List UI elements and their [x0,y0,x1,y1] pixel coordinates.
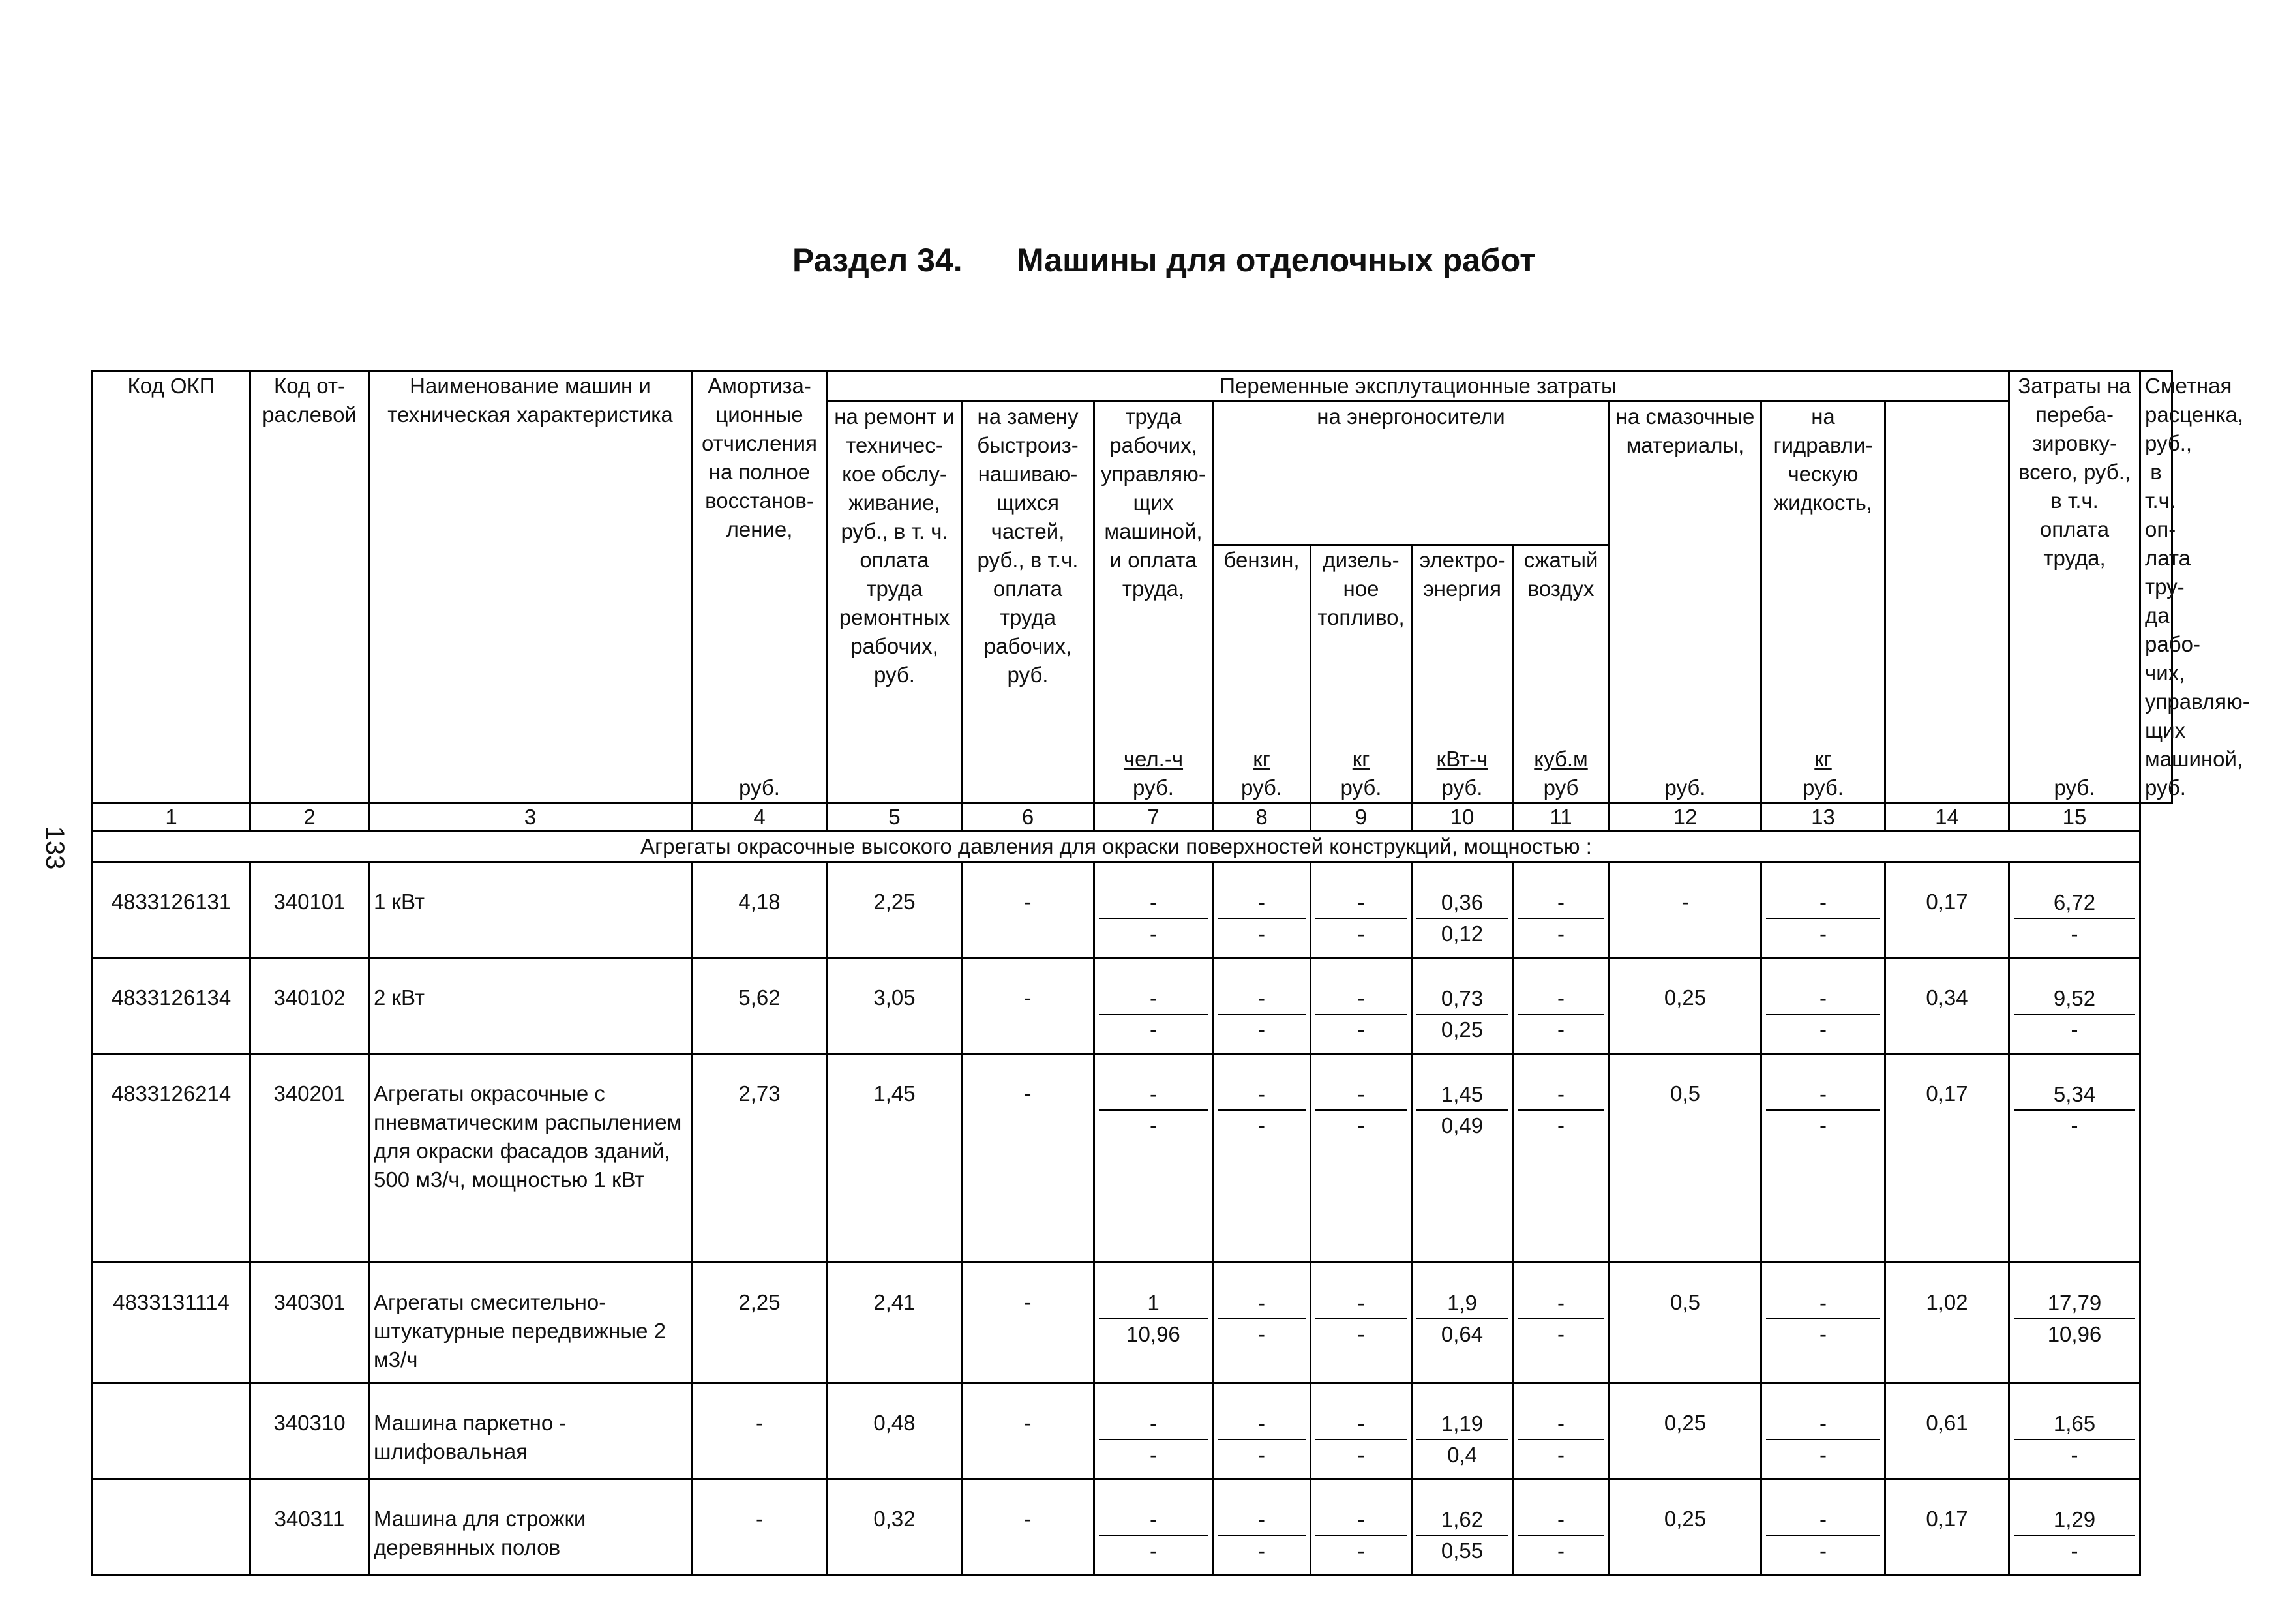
header-air [1513,545,1610,804]
header-relocation [2009,371,2140,804]
labor-value-top: - [1099,888,1208,919]
column-numbers-row [93,804,2172,832]
electric-value-bottom: 0,64 [1441,1322,1484,1346]
okp-code [93,1479,250,1575]
petrol-value-top: - [1218,1505,1306,1536]
labor-value [1094,1054,1213,1263]
amortization-label: Амортиза-ционные отчисления на полное восстанов-ление, [701,374,817,541]
diesel-value-bottom: - [1357,1113,1365,1137]
machine-name: Машина для строжки деревянных полов [369,1479,692,1575]
estimate-unit: руб. [2145,775,2186,800]
petrol-value-bottom: - [1258,1017,1265,1042]
hydraulic-value [1761,1263,1885,1383]
machine-name: Агрегаты окрасочные с пневматическим распылением для окраски фасадов зданий, 500 м3/ч, мощностью 1 кВт [369,1054,692,1263]
estimate-value [2009,1054,2140,1263]
petrol-value-top: - [1218,984,1306,1015]
branch-code: 340101 [250,862,369,958]
header-lubricants [1610,402,1761,804]
petrol-value [1213,1263,1311,1383]
petrol-value-bottom: - [1258,1539,1265,1563]
electric-value-top: 0,36 [1416,888,1508,919]
petrol-value [1213,1479,1311,1575]
hydraulic-value-bottom: - [1819,922,1827,946]
column-number: 14 [1885,804,2009,832]
hydraulic-value-top: - [1766,888,1880,919]
diesel-value-top: - [1315,888,1407,919]
diesel-value-bottom: - [1357,922,1365,946]
page-number: 133 [40,826,70,870]
air-value-bottom: - [1557,1443,1565,1467]
header-replace [962,402,1094,804]
petrol-value-bottom: - [1258,922,1265,946]
section-name: Машины для отделочных работ [1017,242,1536,278]
okp-code: 4833131114 [93,1263,250,1383]
electric-value-bottom: 0,25 [1441,1017,1484,1042]
section-number: Раздел 34. [792,242,963,278]
estimate-value [2009,1263,2140,1383]
estimate-value-top: 6,72 [2014,888,2135,919]
diesel-value-top: - [1315,1505,1407,1536]
column-number: 2 [250,804,369,832]
air-value [1513,1479,1610,1575]
machine-name: 1 кВт [369,862,692,958]
labor-label: труда рабочих, управляю-щих машиной, и оплата труда, [1101,404,1206,601]
estimate-value-top: 1,65 [2014,1409,2135,1440]
petrol-value [1213,1383,1311,1479]
header-code-okp: Код ОКП [93,371,250,804]
header-electric [1412,545,1513,804]
hydraulic-value [1761,1383,1885,1479]
table-row [93,1054,2172,1263]
relocation-value: 1,02 [1885,1263,2009,1383]
repair-value: 0,48 [828,1383,962,1479]
labor-value-bottom: - [1150,1539,1157,1563]
machines-table [91,370,2250,1576]
petrol-unit: руб. [1241,775,1282,800]
okp-code: 4833126134 [93,958,250,1054]
hydraulic-value [1761,958,1885,1054]
labor-value-bottom: - [1150,1443,1157,1467]
diesel-value [1311,1054,1412,1263]
column-number: 7 [1094,804,1213,832]
machine-name: 2 кВт [369,958,692,1054]
air-value-top: - [1518,888,1604,919]
electric-unit: руб. [1441,775,1483,800]
column-number: 5 [828,804,962,832]
electric-value [1412,1479,1513,1575]
air-label: сжатый воздух [1523,548,1598,601]
diesel-value [1311,1383,1412,1479]
estimate-value-top: 1,29 [2014,1505,2135,1536]
electric-value-top: 1,9 [1416,1288,1508,1319]
group-title-row [93,832,2172,862]
diesel-value-top: - [1315,1079,1407,1111]
amortization-value: 2,73 [692,1054,828,1263]
electric-unit-top: кВт-ч [1436,747,1488,771]
table-row [93,958,2172,1054]
estimate-value-bottom: - [2071,1113,2078,1137]
diesel-value-top: - [1315,1409,1407,1440]
repair-value: 0,32 [828,1479,962,1575]
estimate-value [2009,1383,2140,1479]
labor-value-top: - [1099,1505,1208,1536]
header-name: Наименование машин и техническая характеристика [369,371,692,804]
lubricants-label: на смазочные материалы, [1615,404,1755,457]
labor-value [1094,1383,1213,1479]
header-energy: на энергоносители [1213,402,1610,545]
repair-value: 3,05 [828,958,962,1054]
labor-value-bottom: - [1150,922,1157,946]
petrol-value [1213,862,1311,958]
petrol-value-bottom: - [1258,1113,1265,1137]
electric-label: электро-энергия [1419,548,1505,601]
diesel-value-bottom: - [1357,1443,1365,1467]
electric-value-bottom: 0,55 [1441,1539,1484,1563]
branch-code: 340310 [250,1383,369,1479]
relocation-unit: руб. [2054,775,2095,800]
petrol-value [1213,958,1311,1054]
amortization-value: 2,25 [692,1263,828,1383]
column-number: 4 [692,804,828,832]
air-unit-top: куб.м [1534,747,1588,771]
electric-value-top: 1,62 [1416,1505,1508,1536]
replace-value: - [962,1383,1094,1479]
labor-value-top: - [1099,1079,1208,1111]
table-row [93,1263,2172,1383]
lubricants-value: 0,5 [1610,1263,1761,1383]
labor-unit: руб. [1133,775,1174,800]
branch-code: 340311 [250,1479,369,1575]
estimate-value-top: 17,79 [2014,1288,2135,1319]
diesel-value-bottom: - [1357,1539,1365,1563]
replace-value: - [962,862,1094,958]
electric-value-top: 1,45 [1416,1079,1508,1111]
lubricants-value: 0,25 [1610,958,1761,1054]
labor-unit-top: чел.-ч [1123,747,1184,771]
air-value-bottom: - [1557,1539,1565,1563]
column-number: 1 [93,804,250,832]
lubricants-value: 0,25 [1610,1383,1761,1479]
air-value-bottom: - [1557,1322,1565,1346]
hydraulic-value-bottom: - [1819,1443,1827,1467]
column-number: 10 [1412,804,1513,832]
branch-code: 340102 [250,958,369,1054]
air-value-top: - [1518,1079,1604,1111]
relocation-value: 0,17 [1885,1479,2009,1575]
estimate-value-bottom: - [2071,1539,2078,1563]
air-value-top: - [1518,1505,1604,1536]
petrol-value-bottom: - [1258,1443,1265,1467]
replace-label: на замену быстроиз-нашиваю-щихся частей, руб., в т.ч. оплата труда рабочих, [977,404,1079,658]
labor-value [1094,1479,1213,1575]
labor-value [1094,958,1213,1054]
diesel-value [1311,1479,1412,1575]
relocation-value: 0,61 [1885,1383,2009,1479]
electric-value [1412,1263,1513,1383]
petrol-value-top: - [1218,1079,1306,1111]
repair-value: 1,45 [828,1054,962,1263]
lubricants-value: - [1610,862,1761,958]
header-labor [1094,402,1213,804]
electric-value-bottom: 0,4 [1447,1443,1477,1467]
diesel-value-bottom: - [1357,1017,1365,1042]
air-value [1513,1383,1610,1479]
relocation-value: 0,17 [1885,862,2009,958]
diesel-label: дизель-ное топливо, [1317,548,1405,630]
estimate-value [2009,862,2140,958]
electric-value-top: 0,73 [1416,984,1508,1015]
air-value [1513,862,1610,958]
air-value [1513,958,1610,1054]
column-number: 15 [2009,804,2140,832]
machine-name: Агрегаты смесительно- штукатурные передвижные 2 м3/ч [369,1263,692,1383]
petrol-value-bottom: - [1258,1322,1265,1346]
repair-label: на ремонт и техничес-кое обслу-живание, руб., в т. ч. оплата труда ремонтных рабочих, [834,404,955,658]
petrol-value-top: - [1218,1409,1306,1440]
air-unit: руб [1543,775,1579,800]
diesel-unit-top: кг [1352,747,1370,771]
table-row [93,1383,2172,1479]
diesel-value [1311,1263,1412,1383]
diesel-value-top: - [1315,984,1407,1015]
hydraulic-unit: руб. [1803,775,1844,800]
replace-value: - [962,958,1094,1054]
diesel-value-top: - [1315,1288,1407,1319]
okp-code: 4833126214 [93,1054,250,1263]
labor-value [1094,1263,1213,1383]
replace-value: - [962,1054,1094,1263]
relocation-value: 0,17 [1885,1054,2009,1263]
column-number: 8 [1213,804,1311,832]
labor-value-bottom: 10,96 [1126,1322,1180,1346]
hydraulic-unit-top: кг [1814,747,1832,771]
group-title: Агрегаты окрасочные высокого давления для окраски поверхностей конструкций, мощностью : [93,832,2140,862]
hydraulic-value-top: - [1766,1505,1880,1536]
diesel-value [1311,958,1412,1054]
replace-value: - [962,1263,1094,1383]
header-estimate [2140,371,2250,804]
lubricants-unit: руб. [1664,775,1706,800]
air-value-bottom: - [1557,922,1565,946]
hydraulic-value [1761,1054,1885,1263]
petrol-label: бензин, [1223,548,1300,573]
electric-value [1412,1383,1513,1479]
amortization-value: - [692,1383,828,1479]
relocation-label: Затраты на переба-зировку-всего, руб., в т.ч. оплата труда, [2018,374,2131,570]
column-number: 11 [1513,804,1610,832]
repair-unit: руб. [874,663,915,687]
okp-code: 4833126131 [93,862,250,958]
petrol-unit-top: кг [1253,747,1270,771]
hydraulic-value-top: - [1766,1409,1880,1440]
amortization-unit: руб. [739,775,780,800]
lubricants-value: 0,5 [1610,1054,1761,1263]
amortization-value: 4,18 [692,862,828,958]
table-row [93,1479,2172,1575]
air-value-top: - [1518,984,1604,1015]
hydraulic-value [1761,862,1885,958]
petrol-value [1213,1054,1311,1263]
labor-value-bottom: - [1150,1017,1157,1042]
diesel-value-bottom: - [1357,1322,1365,1346]
replace-value: - [962,1479,1094,1575]
estimate-value-bottom: - [2071,1017,2078,1042]
labor-value [1094,862,1213,958]
header-code-branch: Код от-раслевой [250,371,369,804]
relocation-value: 0,34 [1885,958,2009,1054]
column-number: 6 [962,804,1094,832]
electric-value [1412,958,1513,1054]
column-number: 13 [1761,804,1885,832]
hydraulic-value-bottom: - [1819,1322,1827,1346]
column-number: 3 [369,804,692,832]
diesel-unit: руб. [1340,775,1382,800]
estimate-value-bottom: - [2071,1443,2078,1467]
air-value-bottom: - [1557,1113,1565,1137]
header-variable-costs: Переменные эксплутационные затраты [828,371,2009,402]
hydraulic-value-bottom: - [1819,1017,1827,1042]
header-diesel [1311,545,1412,804]
estimate-value [2009,1479,2140,1575]
air-value [1513,1054,1610,1263]
header-amortization [692,371,828,804]
estimate-value-top: 5,34 [2014,1079,2135,1111]
header-repair [828,402,962,804]
column-number: 12 [1610,804,1761,832]
petrol-value-top: - [1218,1288,1306,1319]
replace-unit: руб. [1007,663,1049,687]
diesel-value [1311,862,1412,958]
estimate-label: Сметная расценка, руб., в т.ч. оп-лата тру-да рабо-чих, управляю-щих машиной, [2145,374,2250,771]
electric-value-bottom: 0,49 [1441,1113,1484,1137]
table-row [93,862,2172,958]
amortization-value: 5,62 [692,958,828,1054]
electric-value-bottom: 0,12 [1441,922,1484,946]
repair-value: 2,41 [828,1263,962,1383]
header-hydraulic [1761,402,1885,804]
lubricants-value: 0,25 [1610,1479,1761,1575]
labor-value-bottom: - [1150,1113,1157,1137]
hydraulic-value-top: - [1766,984,1880,1015]
labor-value-top: - [1099,1409,1208,1440]
branch-code: 340201 [250,1054,369,1263]
okp-code [93,1383,250,1479]
labor-value-top: 1 [1099,1288,1208,1319]
electric-value [1412,1054,1513,1263]
amortization-value: - [692,1479,828,1575]
column-number: 9 [1311,804,1412,832]
electric-value-top: 1,19 [1416,1409,1508,1440]
air-value [1513,1263,1610,1383]
repair-value: 2,25 [828,862,962,958]
hydraulic-value-top: - [1766,1079,1880,1111]
hydraulic-value-bottom: - [1819,1113,1827,1137]
electric-value [1412,862,1513,958]
estimate-value-top: 9,52 [2014,984,2135,1015]
estimate-value [2009,958,2140,1054]
machine-name: Машина паркетно - шлифовальная [369,1383,692,1479]
estimate-value-bottom: - [2071,922,2078,946]
branch-code: 340301 [250,1263,369,1383]
hydraulic-label: на гидравли-ческую жидкость, [1773,404,1873,515]
hydraulic-value-bottom: - [1819,1539,1827,1563]
air-value-top: - [1518,1288,1604,1319]
air-value-bottom: - [1557,1017,1565,1042]
estimate-value-bottom: 10,96 [2047,1322,2102,1346]
labor-value-top: - [1099,984,1208,1015]
header-petrol [1213,545,1311,804]
hydraulic-value-top: - [1766,1288,1880,1319]
hydraulic-value [1761,1479,1885,1575]
page-title [792,241,1536,279]
air-value-top: - [1518,1409,1604,1440]
petrol-value-top: - [1218,888,1306,919]
